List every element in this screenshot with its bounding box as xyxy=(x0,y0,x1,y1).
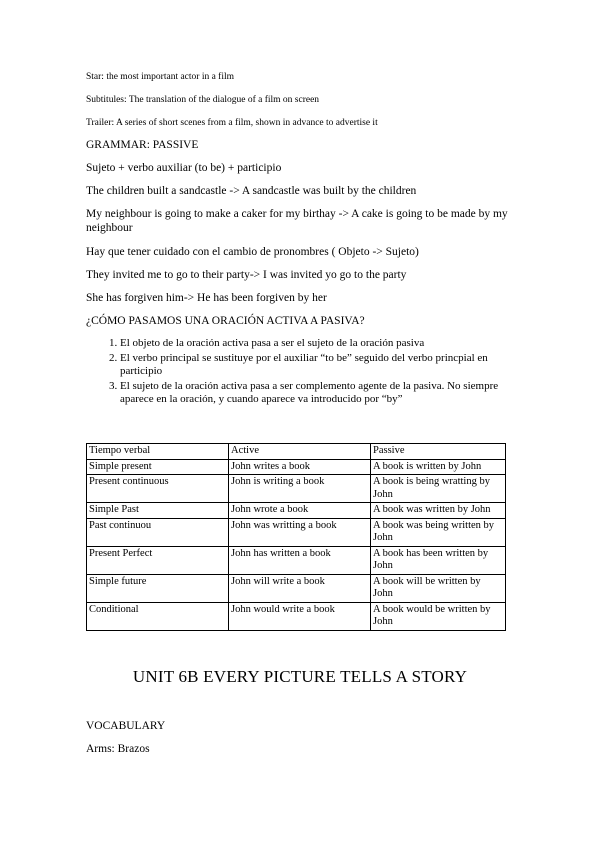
passive-cell: A book will be written by John xyxy=(371,574,506,602)
header-active: Active xyxy=(229,444,371,460)
table-row xyxy=(87,602,506,630)
vocab-line-trailer: Trailer: A series of short scenes from a film, shown in advance to advertise it xyxy=(86,118,378,128)
step-item: 2. El verbo principal se sustituye por el auxiliar “to be” seguido del verbo princpial en participio xyxy=(120,352,520,378)
grammar-example-1: The children built a sandcastle -> A sandcastle was built by the children xyxy=(86,185,417,197)
tense-cell: Conditional xyxy=(87,602,229,630)
grammar-heading: GRAMMAR: PASSIVE xyxy=(86,139,199,151)
step-item: 1. El objeto de la oración activa pasa a ser el sujeto de la oración pasiva xyxy=(120,337,520,350)
tense-cell: Present Perfect xyxy=(87,546,229,574)
vocabulary-heading: VOCABULARY xyxy=(86,720,166,732)
active-cell: John will write a book xyxy=(229,574,371,602)
unit-title: UNIT 6B EVERY PICTURE TELLS A STORY xyxy=(132,667,468,686)
table-row xyxy=(87,518,506,546)
vocab-line-subtitles: Subtitules: The translation of the dialogue of a film on screen xyxy=(86,95,320,105)
table-row xyxy=(87,503,506,519)
grammar-question: ¿CÓMO PASAMOS UNA ORACIÓN ACTIVA A PASIVA? xyxy=(86,315,365,327)
passive-cell: A book is written by John xyxy=(371,459,506,475)
tense-cell: Present continuous xyxy=(87,475,229,503)
tense-cell: Simple future xyxy=(87,574,229,602)
active-cell: John is writing a book xyxy=(229,475,371,503)
active-cell: John writes a book xyxy=(229,459,371,475)
passive-cell: A book is being wratting by John xyxy=(371,475,506,503)
table-row xyxy=(87,574,506,602)
tense-cell: Past continuou xyxy=(87,518,229,546)
passive-table xyxy=(86,443,506,631)
table-row xyxy=(87,459,506,475)
active-cell: John wrote a book xyxy=(229,503,371,519)
grammar-example-4: She has forgiven him-> He has been forgiven by her xyxy=(86,292,327,304)
active-cell: John was writting a book xyxy=(229,518,371,546)
passive-cell: A book would be written by John xyxy=(371,602,506,630)
tense-cell: Simple present xyxy=(87,459,229,475)
table-header-row xyxy=(87,444,506,460)
vocabulary-item-arms: Arms: Brazos xyxy=(86,743,150,755)
step-item: 3. El sujeto de la oración activa pasa a ser complemento agente de la pasiva. No siempre aparece en la oración, y cuando aparece va introducido por “by” xyxy=(120,380,520,406)
table-row xyxy=(87,546,506,574)
vocab-line-star: Star: the most important actor in a film xyxy=(86,72,235,82)
steps-list xyxy=(86,337,520,408)
active-cell: John has written a book xyxy=(229,546,371,574)
passive-cell: A book was being written by John xyxy=(371,518,506,546)
grammar-formula: Sujeto + verbo auxiliar (to be) + participio xyxy=(86,162,282,174)
grammar-example-3: They invited me to go to their party-> I was invited yo go to the party xyxy=(86,269,407,281)
tense-cell: Simple Past xyxy=(87,503,229,519)
table-row xyxy=(87,475,506,503)
active-cell: John would write a book xyxy=(229,602,371,630)
grammar-note: Hay que tener cuidado con el cambio de pronombres ( Objeto -> Sujeto) xyxy=(86,246,419,258)
passive-cell: A book was written by John xyxy=(371,503,506,519)
header-passive: Passive xyxy=(371,444,506,460)
grammar-example-2: My neighbour is going to make a caker for my birthay -> A cake is going to be made by my neighbour xyxy=(86,208,508,234)
header-tiempo-verbal: Tiempo verbal xyxy=(87,444,229,460)
passive-cell: A book has been written by John xyxy=(371,546,506,574)
